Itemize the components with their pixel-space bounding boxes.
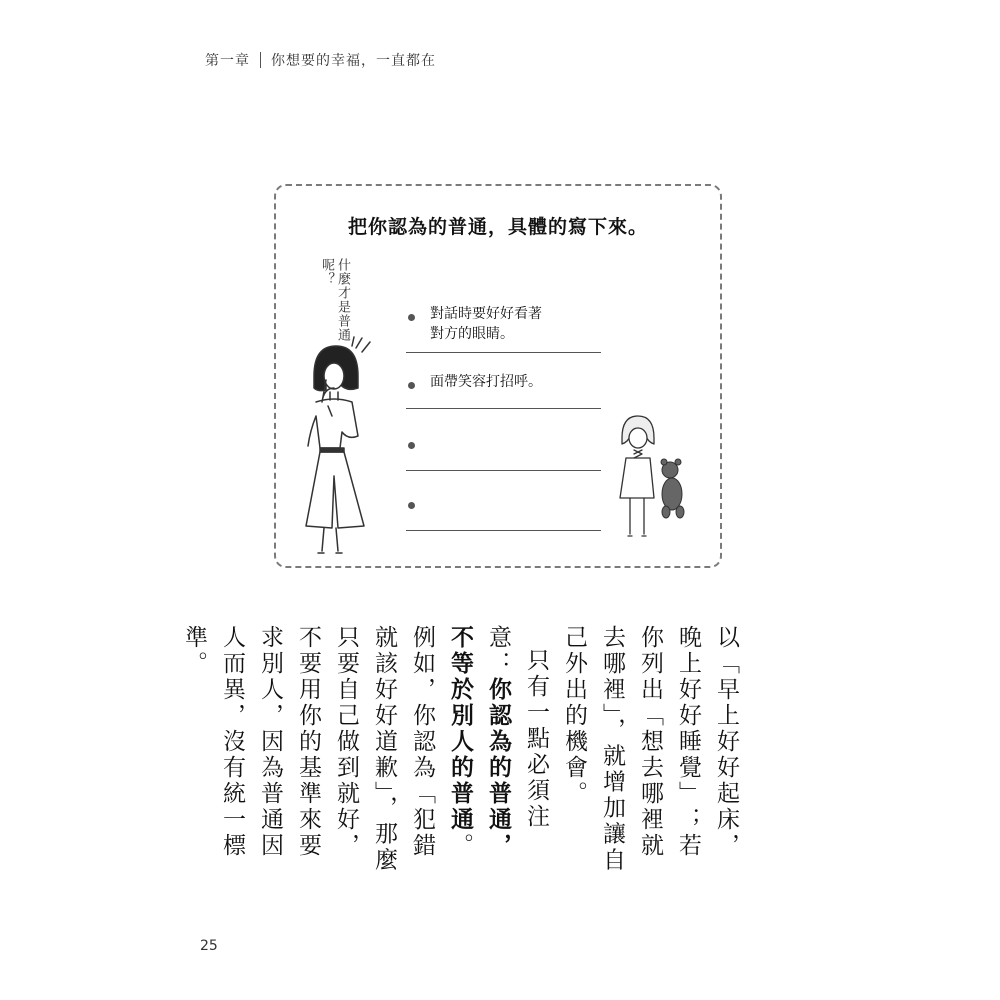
girl-thinking-illustration [286, 336, 406, 561]
bullet-dot [408, 314, 415, 321]
body-line: 好睡覺」；若你列出「想去 [637, 625, 701, 859]
body-line: 以「早上好好起床，晚上好 [675, 625, 739, 859]
paragraph-1 [555, 625, 745, 880]
bullet-dot [408, 382, 415, 389]
chapter-label: 第一章 [205, 53, 250, 69]
worksheet-box [274, 184, 722, 568]
list-item [406, 304, 601, 353]
bullet-dot [408, 502, 415, 509]
body-plain-text: 只有一點必須注意： [485, 625, 549, 830]
list-item [406, 372, 601, 409]
body-line: 哪裡就去哪裡」，就增加讓 [599, 625, 663, 859]
list-item-text: 對話時要好好看著 [430, 306, 542, 322]
paragraph-2 [175, 625, 555, 880]
emphasis-text: 你認為的普通，不等於別人的普通 [447, 625, 511, 859]
running-head [205, 50, 436, 70]
list-item-text: 面帶笑容打招呼。 [430, 374, 542, 390]
thought-text: 什麼才是普通呢？ [319, 258, 350, 342]
bullet-dot [408, 442, 415, 449]
body-rest-text: 。例如，你認為「犯錯就該好好道歉」，那麼只要自己做到就好，不要用你的基準來要求別人，因為普通因人而異，沒有統一標準。 [181, 625, 473, 874]
list-item-empty [406, 492, 601, 531]
worksheet-title: 把你認為的普通，具體的寫下來。 [347, 216, 648, 238]
header-divider [260, 52, 261, 68]
body-line: 自己外出的機會。 [561, 625, 625, 874]
list-item-empty [406, 432, 601, 471]
girl-and-bear-illustration [608, 408, 698, 548]
list-item-text: 對方的眼睛。 [430, 326, 514, 342]
chapter-title: 你想要的幸福，一直都在 [271, 53, 436, 69]
page-number: 25 [200, 938, 218, 954]
body-text [175, 625, 745, 880]
